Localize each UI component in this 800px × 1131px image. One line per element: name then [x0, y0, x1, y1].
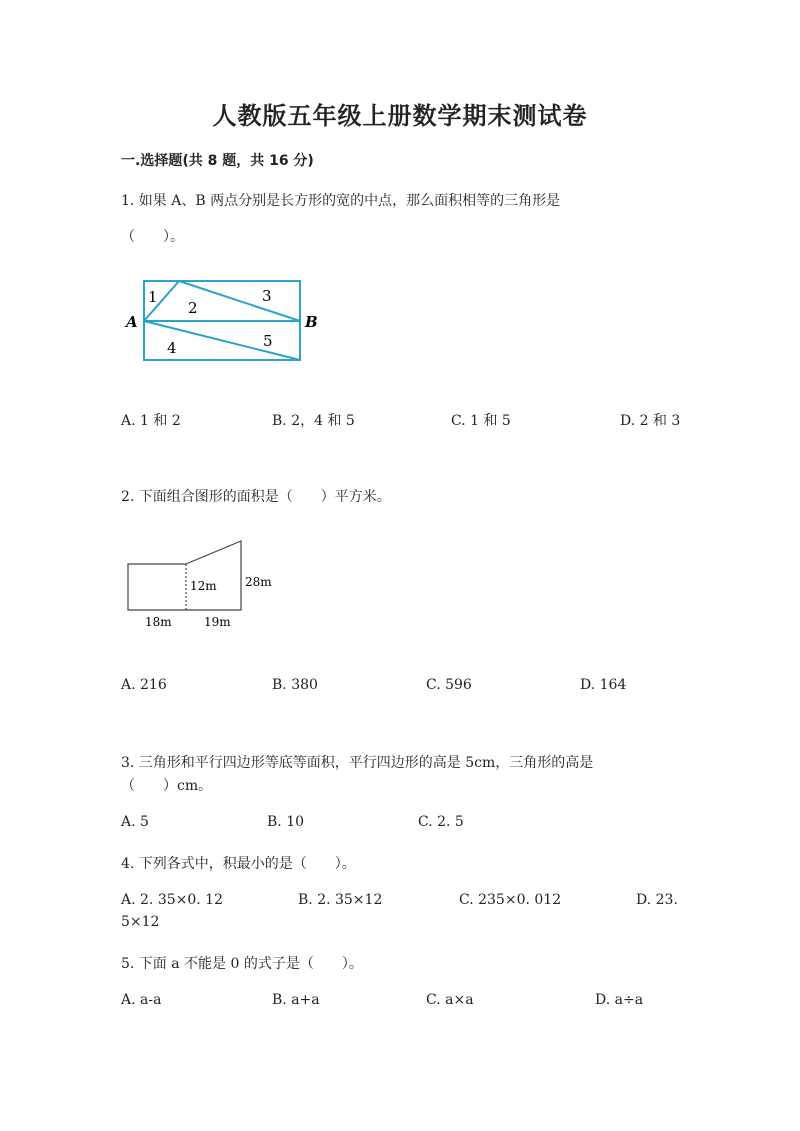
region-label-4: 4	[167, 339, 177, 357]
inner-height-label: 12m	[190, 579, 217, 593]
q1-option-b[interactable]: B. 2，4 和 5	[272, 413, 355, 429]
shape-outline	[128, 541, 241, 610]
point-a-label: A	[126, 313, 138, 331]
composite-shape	[128, 541, 241, 610]
q4-option-d-wrap[interactable]: 5×12	[121, 914, 160, 930]
q4-option-b[interactable]: B. 2. 35×12	[298, 892, 383, 908]
q4-option-d[interactable]: D. 23.	[636, 892, 678, 908]
q3-option-c[interactable]: C. 2. 5	[418, 814, 464, 830]
q3-option-b[interactable]: B. 10	[267, 814, 305, 830]
region-label-1: 1	[148, 288, 158, 306]
q5-option-a[interactable]: A. a-a	[121, 992, 162, 1008]
question-3-text: 3. 三角形和平行四边形等底等面积，平行四边形的高是 5cm，三角形的高是	[121, 755, 594, 771]
section-heading: 一.选择题(共 8 题，共 16 分)	[121, 153, 314, 169]
q1-option-c[interactable]: C. 1 和 5	[451, 413, 511, 429]
q4-option-a[interactable]: A. 2. 35×0. 12	[121, 892, 223, 908]
q2-option-b[interactable]: B. 380	[272, 677, 318, 693]
question-3-blank: （ ）cm。	[121, 778, 213, 794]
point-b-label: B	[305, 313, 318, 331]
region-label-3: 3	[262, 287, 272, 305]
question-1-blank: （ ）。	[121, 229, 184, 245]
q2-option-d[interactable]: D. 164	[580, 677, 627, 693]
question-2-text: 2. 下面组合图形的面积是（ ）平方米。	[121, 489, 391, 505]
q5-option-b[interactable]: B. a+a	[272, 992, 320, 1008]
q2-option-c[interactable]: C. 596	[426, 677, 472, 693]
page-title: 人教版五年级上册数学期末测试卷	[212, 101, 588, 130]
left-width-label: 18m	[145, 615, 172, 629]
right-height-label: 28m	[245, 575, 272, 589]
question-5-text: 5. 下面 a 不能是 0 的式子是（ ）。	[121, 956, 363, 972]
q1-option-d[interactable]: D. 2 和 3	[620, 413, 681, 429]
region-label-5: 5	[263, 332, 273, 350]
q4-option-c[interactable]: C. 235×0. 012	[459, 892, 562, 908]
region-label-2: 2	[188, 299, 198, 317]
q2-option-a[interactable]: A. 216	[121, 677, 167, 693]
question-4-text: 4. 下列各式中，积最小的是（ ）。	[121, 856, 356, 872]
question-1-figure	[120, 275, 330, 370]
right-width-label: 19m	[204, 615, 231, 629]
q5-option-d[interactable]: D. a÷a	[595, 992, 644, 1008]
q1-option-a[interactable]: A. 1 和 2	[121, 413, 181, 429]
question-2-figure	[120, 535, 280, 635]
q3-option-a[interactable]: A. 5	[121, 814, 149, 830]
question-1-text: 1. 如果 A、B 两点分别是长方形的宽的中点，那么面积相等的三角形是	[121, 193, 561, 209]
q5-option-c[interactable]: C. a×a	[426, 992, 474, 1008]
